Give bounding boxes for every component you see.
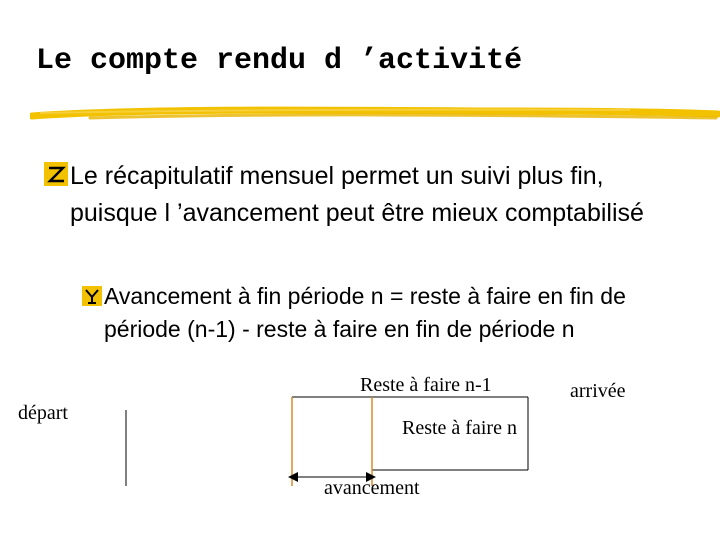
label-reste-n: Reste à faire n — [402, 417, 517, 439]
slide-title: Le compte rendu d ’activité — [36, 44, 523, 78]
label-arrivee: arrivée — [570, 380, 626, 402]
bullet-level1-text: Le récapitulatif mensuel permet un suivi plus fin, puisque l ’avancement peut être mieux comptabilisé — [70, 162, 644, 227]
label-avancement: avancement — [324, 477, 420, 499]
label-depart: départ — [18, 402, 68, 424]
avancement-arrow-head-left — [288, 472, 298, 482]
label-reste-n-minus-1: Reste à faire n-1 — [360, 374, 492, 396]
bullet-level2-text: Avancement à fin période n = reste à faire en fin de période (n-1) - reste à faire en fin de période n — [104, 283, 626, 342]
